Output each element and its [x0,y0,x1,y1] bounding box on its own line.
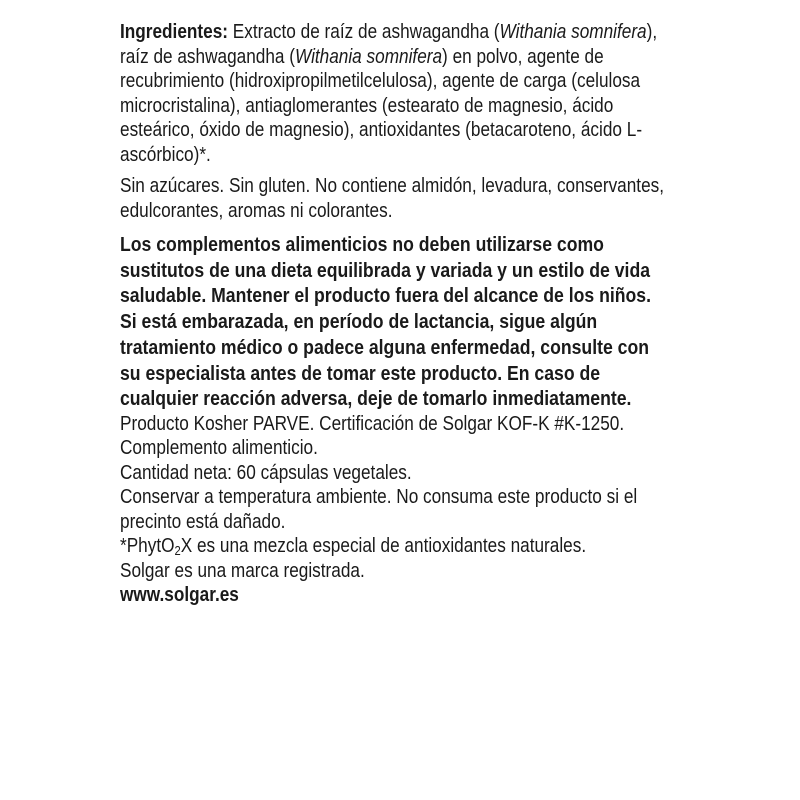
phytox-post: X es una mezcla especial de antioxidantes naturales. [180,535,587,558]
ingredients-paragraph [120,20,665,167]
ingredients-text-1: Extracto de raíz de ashwagandha ( [227,21,500,43]
ingredients-heading: Ingredientes: [120,21,228,43]
free-from-paragraph: Sin azúcares. Sin gluten. No contiene almidón, levadura, conservantes, edulcorantes, aromas ni colorantes. [120,175,665,222]
phytox-paragraph [120,534,665,559]
ingredients-text-2: ), raíz de ashwagandha ( [120,21,658,68]
ingredients-text-3: ) en polvo, agente de recubrimiento (hidroxipropilmetilcelulosa), agente de carga (celulosa microcristalina), antiaglomerantes (estearato de magnesio, ácido esteárico, óxido de magnesio), antioxidantes (betacaroteno, ácido L-ascórbico)*. [120,45,643,166]
phytox-subscript: 2 [174,543,181,559]
supplement-paragraph: Complemento alimenticio. [120,437,318,460]
trademark-paragraph: Solgar es una marca registrada. [120,559,365,582]
net-quantity-paragraph: Cantidad neta: 60 cápsulas vegetales. [120,461,412,484]
latin-name-2: Withania somnifera [294,45,443,68]
phytox-pre: *PhytO [120,535,175,558]
website-link[interactable]: www.solgar.es [120,584,239,607]
kosher-paragraph: Producto Kosher PARVE. Certificación de Solgar KOF-K #K-1250. [120,412,625,435]
product-label-text [120,20,665,608]
latin-name-1: Withania somnifera [499,21,647,43]
warning-paragraph: Los complementos alimenticios no deben utilizarse como sustitutos de una dieta equilibrada y variada y un estilo de vida saludable. Mantener el producto fuera del alcance de los niños. Si está embarazada, en período de lactancia, sigue algún tratamiento médico o padece alguna enfermedad, consulte con su especialista antes de tomar este producto. En caso de cualquier reacción adversa, deje de tomarlo inmediatamente. [120,233,651,411]
storage-paragraph: Conservar a temperatura ambiente. No consuma este producto si el precinto está dañado. [120,486,638,533]
